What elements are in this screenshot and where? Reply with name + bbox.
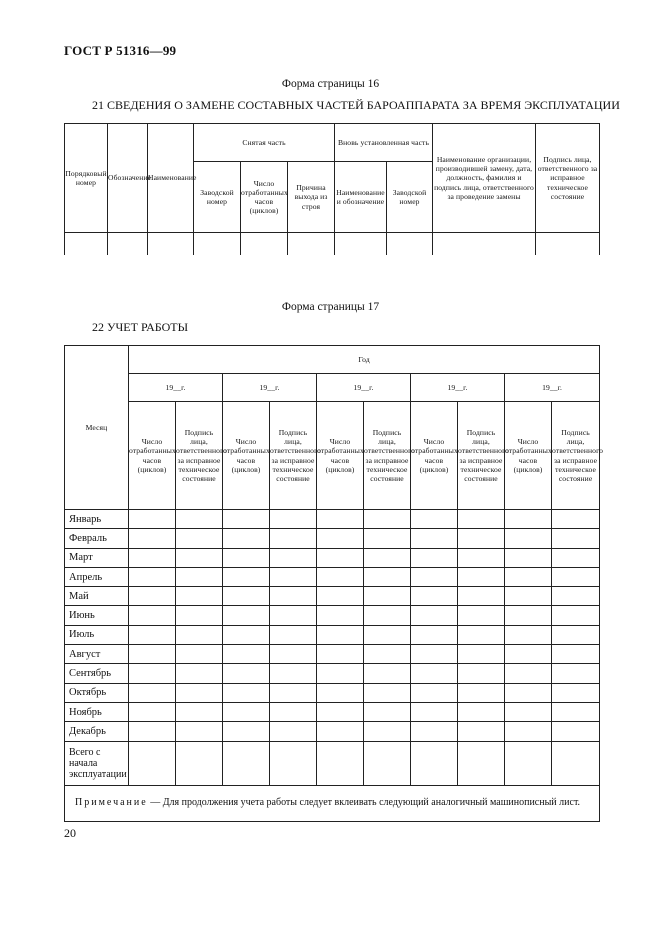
data-cell: [411, 645, 458, 664]
data-cell: [270, 510, 317, 529]
data-cell: [458, 741, 505, 785]
data-cell: [129, 567, 176, 586]
data-cell: [317, 645, 364, 664]
sub-hours: Число отработанных часов (циклов): [129, 402, 176, 510]
data-cell: [223, 548, 270, 567]
data-cell: [458, 587, 505, 606]
data-cell: [552, 510, 600, 529]
month-label: Декабрь: [65, 722, 129, 741]
data-cell: [270, 683, 317, 702]
data-cell: [364, 625, 411, 644]
data-cell: [176, 664, 223, 683]
total-row: [65, 741, 600, 785]
data-cell: [552, 702, 600, 721]
data-cell: [364, 567, 411, 586]
col-name: Наименование: [148, 124, 194, 233]
sub-signature: Подпись лица, ответственного за исправное техническое состояние: [270, 402, 317, 510]
data-cell: [176, 645, 223, 664]
data-cell: [270, 606, 317, 625]
data-cell: [270, 741, 317, 785]
sub-hours: Число отработанных часов (циклов): [505, 402, 552, 510]
data-cell: [176, 683, 223, 702]
group-new-part: Вновь установленная часть: [335, 124, 433, 162]
sub-signature: Подпись лица, ответственного за исправное техническое состояние: [364, 402, 411, 510]
col-order-number: Порядковый номер: [65, 124, 108, 233]
data-cell: [317, 741, 364, 785]
data-cell: [270, 645, 317, 664]
data-cell: [129, 510, 176, 529]
data-cell: [223, 529, 270, 548]
month-label: Февраль: [65, 529, 129, 548]
data-cell: [129, 664, 176, 683]
data-cell: [129, 683, 176, 702]
data-cell: [176, 529, 223, 548]
data-cell: [364, 664, 411, 683]
data-cell: [364, 702, 411, 721]
month-label: Апрель: [65, 567, 129, 586]
data-cell: [505, 741, 552, 785]
data-cell: [411, 664, 458, 683]
data-cell: [458, 645, 505, 664]
section-21-title: 21 СВЕДЕНИЯ О ЗАМЕНЕ СОСТАВНЫХ ЧАСТЕЙ БАРОАППАРАТА ЗА ВРЕМЯ ЭКСПЛУАТАЦИИ: [92, 98, 620, 112]
section-22-title: 22 УЧЕТ РАБОТЫ: [92, 320, 189, 334]
data-cell: [129, 702, 176, 721]
data-cell: [129, 548, 176, 567]
data-cell: [411, 702, 458, 721]
data-cell: [176, 722, 223, 741]
data-cell: [552, 645, 600, 664]
data-cell: [223, 683, 270, 702]
data-cell: [176, 625, 223, 644]
data-cell: [270, 567, 317, 586]
data-cell: [458, 529, 505, 548]
data-cell: [317, 625, 364, 644]
data-cell: [317, 702, 364, 721]
data-cell: [176, 510, 223, 529]
table-row: [65, 606, 600, 625]
data-cell: [505, 664, 552, 683]
data-cell: [458, 567, 505, 586]
data-cell: [505, 645, 552, 664]
standard-header: ГОСТ Р 51316—99: [64, 43, 177, 58]
data-cell: [223, 741, 270, 785]
table-row: [65, 645, 600, 664]
sub-signature: Подпись лица, ответственного за исправное техническое состояние: [458, 402, 505, 510]
data-cell: [176, 741, 223, 785]
removed-failure-reason: Причина выхода из строя: [288, 162, 335, 233]
table-row: [65, 548, 600, 567]
data-cell: [317, 664, 364, 683]
parts-replacement-table: [64, 123, 600, 255]
data-cell: [411, 683, 458, 702]
data-cell: [458, 510, 505, 529]
data-cell: [270, 702, 317, 721]
data-cell: [505, 510, 552, 529]
data-cell: [411, 606, 458, 625]
data-cell: [364, 510, 411, 529]
year-label: 19__г.: [317, 374, 411, 402]
work-log-table: [64, 345, 603, 822]
data-cell: [223, 606, 270, 625]
data-cell: [317, 567, 364, 586]
table-row: [65, 567, 600, 586]
data-cell: [552, 625, 600, 644]
data-cell: [458, 606, 505, 625]
data-cell: [176, 548, 223, 567]
page-number: 20: [64, 826, 76, 840]
data-cell: [129, 741, 176, 785]
data-cell: [223, 702, 270, 721]
data-cell: [176, 606, 223, 625]
data-cell: [411, 741, 458, 785]
note-prefix: Примечание: [75, 797, 148, 809]
data-cell: [317, 683, 364, 702]
table-row: [65, 510, 600, 529]
data-cell: [552, 741, 600, 785]
data-cell: [176, 587, 223, 606]
sub-signature: Подпись лица, ответственного за исправное техническое состояние: [176, 402, 223, 510]
data-cell: [364, 645, 411, 664]
data-cell: [317, 510, 364, 529]
table-row: [65, 233, 600, 255]
col-year-group: Год: [129, 346, 600, 374]
form-16-label: Форма страницы 16: [281, 78, 380, 90]
data-cell: [505, 683, 552, 702]
data-cell: [270, 664, 317, 683]
year-label: 19__г.: [411, 374, 505, 402]
table-row: [65, 529, 600, 548]
col-designation: Обозначение: [108, 124, 148, 233]
data-cell: [411, 625, 458, 644]
data-cell: [176, 567, 223, 586]
year-label: 19__г.: [129, 374, 223, 402]
month-label: Январь: [65, 510, 129, 529]
month-label: Июнь: [65, 606, 129, 625]
sub-signature: Подпись лица, ответственного за исправное техническое состояние: [552, 402, 600, 510]
data-cell: [270, 722, 317, 741]
data-cell: [317, 722, 364, 741]
data-cell: [364, 722, 411, 741]
month-label: Май: [65, 587, 129, 606]
data-cell: [505, 567, 552, 586]
col-signature: Подпись лица, ответственного за исправное техническое состояние: [536, 124, 600, 233]
data-cell: [317, 587, 364, 606]
data-cell: [317, 548, 364, 567]
data-cell: [317, 606, 364, 625]
data-cell: [223, 722, 270, 741]
year-label: 19__г.: [223, 374, 317, 402]
month-label: Ноябрь: [65, 702, 129, 721]
data-cell: [505, 548, 552, 567]
data-cell: [505, 625, 552, 644]
data-cell: [505, 529, 552, 548]
sub-hours: Число отработанных часов (циклов): [223, 402, 270, 510]
data-cell: [552, 548, 600, 567]
table-row: [65, 702, 600, 721]
year-label: 19__г.: [505, 374, 600, 402]
table-row: [65, 722, 600, 741]
removed-serial-number: Заводской номер: [194, 162, 241, 233]
data-cell: [505, 702, 552, 721]
data-cell: [411, 567, 458, 586]
data-cell: [552, 529, 600, 548]
data-cell: [364, 683, 411, 702]
data-cell: [364, 529, 411, 548]
data-cell: [129, 645, 176, 664]
data-cell: [552, 722, 600, 741]
table-row: [65, 683, 600, 702]
data-cell: [129, 625, 176, 644]
data-cell: [505, 587, 552, 606]
data-cell: [317, 529, 364, 548]
note-row: [65, 785, 600, 821]
data-cell: [552, 567, 600, 586]
data-cell: [411, 510, 458, 529]
data-cell: [129, 606, 176, 625]
note-cell: [65, 785, 600, 821]
new-part-serial: Заводской номер: [387, 162, 433, 233]
data-cell: [458, 722, 505, 741]
removed-hours: Число отработанных часов (циклов): [241, 162, 288, 233]
sub-hours: Число отработанных часов (циклов): [317, 402, 364, 510]
data-cell: [458, 702, 505, 721]
total-label: Всего с начала эксплуатации: [65, 741, 129, 785]
data-cell: [364, 606, 411, 625]
table-row: [65, 625, 600, 644]
month-label: Сентябрь: [65, 664, 129, 683]
data-cell: [223, 587, 270, 606]
data-cell: [223, 567, 270, 586]
note-text: — Для продолжения учета работы следует вклеивать следующий аналогичный машинописный лист.: [147, 797, 581, 809]
data-cell: [270, 548, 317, 567]
data-cell: [129, 529, 176, 548]
table-row: [65, 664, 600, 683]
month-label: Октябрь: [65, 683, 129, 702]
col-month: Месяц: [65, 346, 129, 510]
month-label: Июль: [65, 625, 129, 644]
data-cell: [458, 625, 505, 644]
month-label: Март: [65, 548, 129, 567]
group-removed-part: Снятая часть: [194, 124, 335, 162]
data-cell: [458, 548, 505, 567]
data-cell: [223, 664, 270, 683]
data-cell: [458, 683, 505, 702]
data-cell: [458, 664, 505, 683]
data-cell: [411, 587, 458, 606]
data-cell: [552, 606, 600, 625]
data-cell: [270, 625, 317, 644]
data-cell: [505, 606, 552, 625]
data-cell: [552, 587, 600, 606]
data-cell: [505, 722, 552, 741]
table-row: [65, 587, 600, 606]
month-label: Август: [65, 645, 129, 664]
data-cell: [223, 510, 270, 529]
data-cell: [364, 587, 411, 606]
data-cell: [270, 587, 317, 606]
data-cell: [552, 683, 600, 702]
data-cell: [411, 722, 458, 741]
data-cell: [129, 722, 176, 741]
data-cell: [223, 645, 270, 664]
data-cell: [411, 548, 458, 567]
data-cell: [364, 741, 411, 785]
data-cell: [552, 664, 600, 683]
col-organization: Наименование организации, производившей замену, дата, должность, фамилия и подпись лица, ответственного за проведение замены: [433, 124, 536, 233]
data-cell: [223, 625, 270, 644]
data-cell: [411, 529, 458, 548]
sub-hours: Число отработанных часов (циклов): [411, 402, 458, 510]
data-cell: [270, 529, 317, 548]
data-cell: [129, 587, 176, 606]
new-part-name: Наименование и обозначение: [335, 162, 387, 233]
data-cell: [364, 548, 411, 567]
data-cell: [176, 702, 223, 721]
form-17-label: Форма страницы 17: [281, 301, 380, 313]
